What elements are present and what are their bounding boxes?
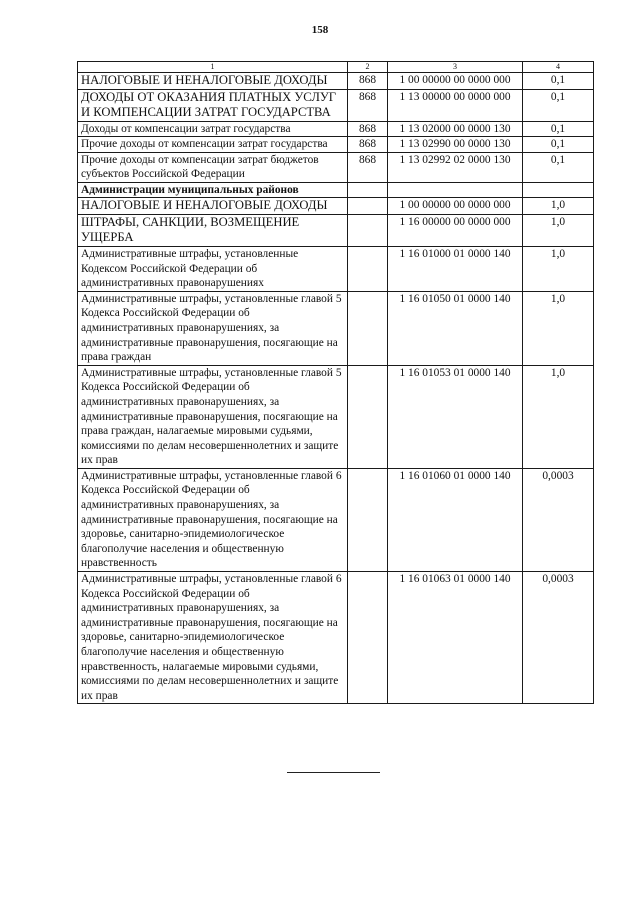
row-name: Прочие доходы от компенсации затрат бюджетов субъектов Российской Федерации bbox=[78, 152, 348, 182]
row-admin-code: 868 bbox=[348, 121, 388, 137]
row-value: 0,1 bbox=[523, 73, 594, 90]
table-row bbox=[78, 121, 594, 137]
row-value: 0,1 bbox=[523, 152, 594, 182]
row-value: 0,1 bbox=[523, 137, 594, 153]
row-admin-code: 868 bbox=[348, 137, 388, 153]
table-row bbox=[78, 89, 594, 121]
row-admin-code bbox=[348, 365, 388, 468]
row-name: ШТРАФЫ, САНКЦИИ, ВОЗМЕЩЕНИЕ УЩЕРБА bbox=[78, 214, 348, 246]
row-value: 1,0 bbox=[523, 365, 594, 468]
row-budget-code bbox=[388, 182, 523, 198]
row-name: Административные штрафы, установленные главой 5 Кодекса Российской Федерации об административных правонарушениях, за административные правонарушения, посягающие на права граждан, налагаемые мировыми судьями, комиссиями по делам несовершеннолетних и защите их прав bbox=[78, 365, 348, 468]
row-budget-code: 1 13 00000 00 0000 000 bbox=[388, 89, 523, 121]
table-row bbox=[78, 214, 594, 246]
row-budget-code: 1 00 00000 00 0000 000 bbox=[388, 73, 523, 90]
revenue-table bbox=[77, 61, 594, 704]
row-budget-code: 1 16 00000 00 0000 000 bbox=[388, 214, 523, 246]
row-admin-code bbox=[348, 246, 388, 291]
row-admin-code: 868 bbox=[348, 73, 388, 90]
row-budget-code: 1 16 01000 01 0000 140 bbox=[388, 246, 523, 291]
row-value: 1,0 bbox=[523, 291, 594, 365]
row-admin-code: 868 bbox=[348, 89, 388, 121]
page-number: 158 bbox=[311, 24, 329, 36]
table-row bbox=[78, 73, 594, 90]
row-name: ДОХОДЫ ОТ ОКАЗАНИЯ ПЛАТНЫХ УСЛУГ И КОМПЕНСАЦИИ ЗАТРАТ ГОСУДАРСТВА bbox=[78, 89, 348, 121]
table-row bbox=[78, 468, 594, 571]
table-row bbox=[78, 365, 594, 468]
table-row bbox=[78, 572, 594, 704]
row-budget-code: 1 00 00000 00 0000 000 bbox=[388, 198, 523, 215]
row-budget-code: 1 13 02990 00 0000 130 bbox=[388, 137, 523, 153]
header-col-3: 3 bbox=[388, 62, 523, 73]
table-row bbox=[78, 291, 594, 365]
row-admin-code bbox=[348, 182, 388, 198]
table-row bbox=[78, 246, 594, 291]
row-name: Административные штрафы, установленные главой 6 Кодекса Российской Федерации об административных правонарушениях, за административные правонарушения, посягающие на здоровье, санитарно-эпидемиологическое благополучие населения и общественную нравственность bbox=[78, 468, 348, 571]
header-col-4: 4 bbox=[523, 62, 594, 73]
section-row bbox=[78, 182, 594, 198]
row-value: 0,0003 bbox=[523, 468, 594, 571]
row-admin-code bbox=[348, 468, 388, 571]
footer-divider bbox=[287, 772, 380, 773]
row-budget-code: 1 13 02000 00 0000 130 bbox=[388, 121, 523, 137]
row-value: 1,0 bbox=[523, 198, 594, 215]
row-admin-code: 868 bbox=[348, 152, 388, 182]
row-name: Административные штрафы, установленные главой 6 Кодекса Российской Федерации об административных правонарушениях, за административные правонарушения, посягающие на здоровье, санитарно-эпидемиологическое благополучие населения и общественную нравственность, налагаемые мировыми судьями, комиссиями по делам несовершеннолетних и защите их прав bbox=[78, 572, 348, 704]
row-name: Доходы от компенсации затрат государства bbox=[78, 121, 348, 137]
row-value: 1,0 bbox=[523, 246, 594, 291]
table-row bbox=[78, 152, 594, 182]
row-budget-code: 1 13 02992 02 0000 130 bbox=[388, 152, 523, 182]
table-body bbox=[78, 73, 594, 704]
row-budget-code: 1 16 01053 01 0000 140 bbox=[388, 365, 523, 468]
row-name: Административные штрафы, установленные главой 5 Кодекса Российской Федерации об административных правонарушениях, за административные правонарушения, посягающие на права граждан bbox=[78, 291, 348, 365]
table-header bbox=[78, 62, 594, 73]
row-value: 0,1 bbox=[523, 89, 594, 121]
row-budget-code: 1 16 01050 01 0000 140 bbox=[388, 291, 523, 365]
row-value bbox=[523, 182, 594, 198]
table-row bbox=[78, 198, 594, 215]
header-row bbox=[78, 62, 594, 73]
row-name: НАЛОГОВЫЕ И НЕНАЛОГОВЫЕ ДОХОДЫ bbox=[78, 73, 348, 90]
header-col-2: 2 bbox=[348, 62, 388, 73]
row-value: 1,0 bbox=[523, 214, 594, 246]
row-admin-code bbox=[348, 572, 388, 704]
header-col-1: 1 bbox=[78, 62, 348, 73]
row-budget-code: 1 16 01063 01 0000 140 bbox=[388, 572, 523, 704]
row-name: Административные штрафы, установленные Кодексом Российской Федерации об административных правонарушениях bbox=[78, 246, 348, 291]
row-budget-code: 1 16 01060 01 0000 140 bbox=[388, 468, 523, 571]
row-name: НАЛОГОВЫЕ И НЕНАЛОГОВЫЕ ДОХОДЫ bbox=[78, 198, 348, 215]
row-admin-code bbox=[348, 198, 388, 215]
row-value: 0,1 bbox=[523, 121, 594, 137]
row-admin-code bbox=[348, 214, 388, 246]
table-row bbox=[78, 137, 594, 153]
row-name: Прочие доходы от компенсации затрат государства bbox=[78, 137, 348, 153]
row-value: 0,0003 bbox=[523, 572, 594, 704]
section-title: Администрации муниципальных районов bbox=[78, 182, 348, 198]
row-admin-code bbox=[348, 291, 388, 365]
